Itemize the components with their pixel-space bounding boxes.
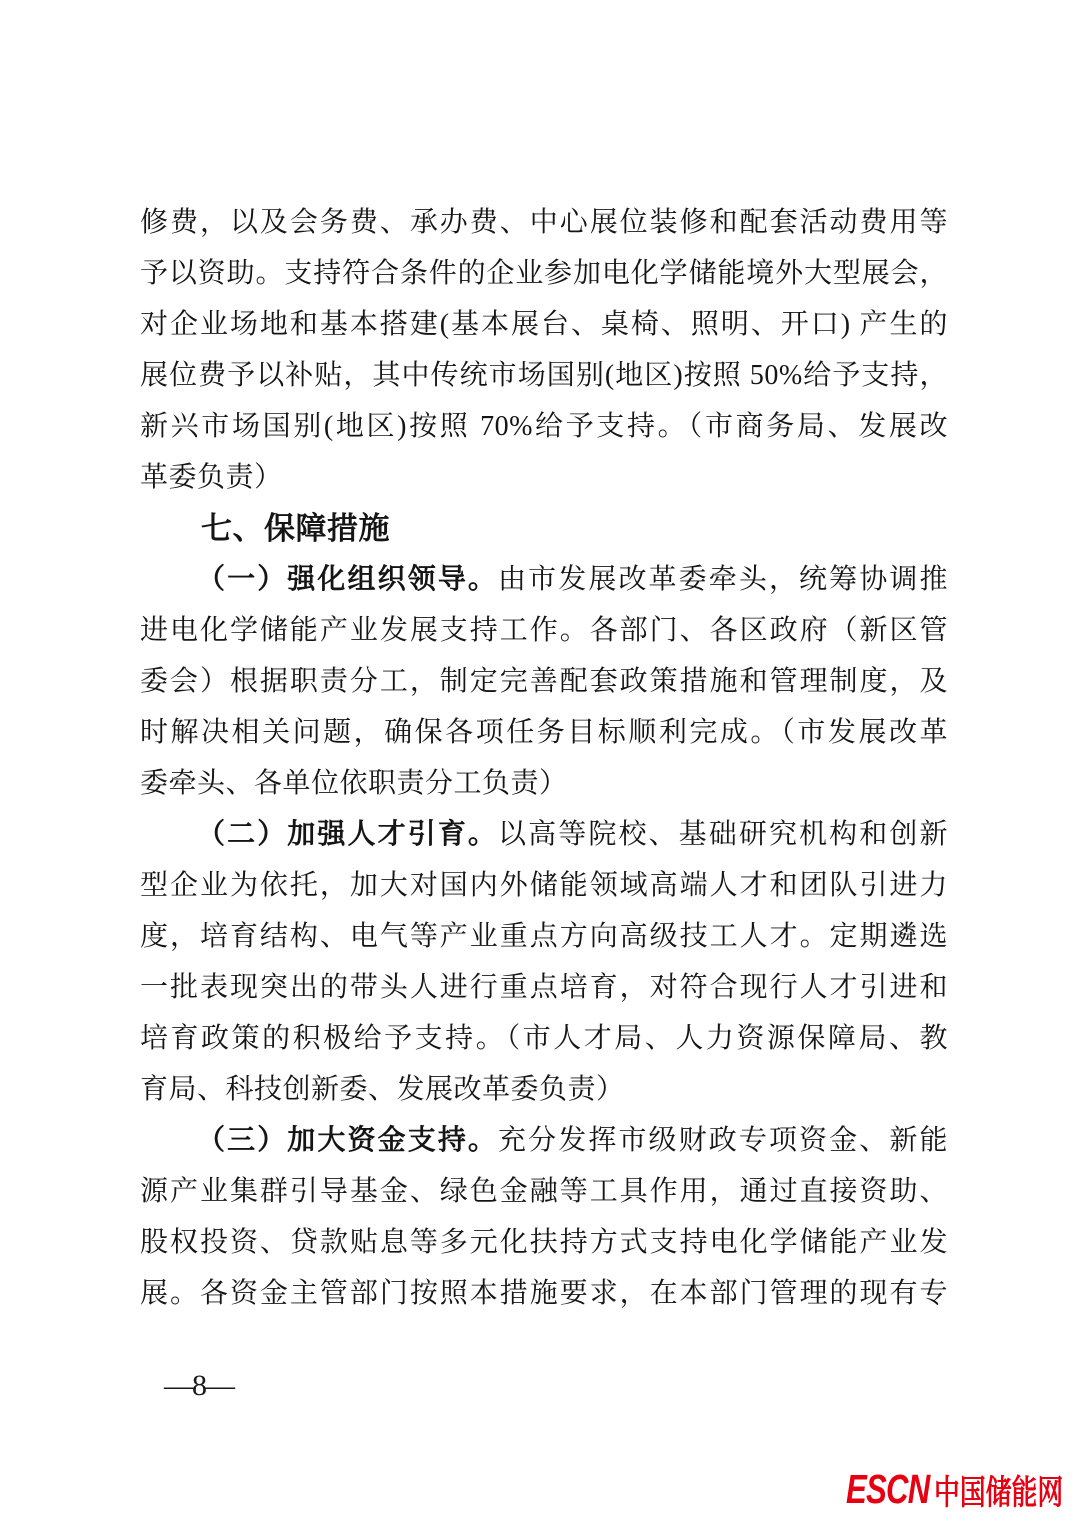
document-line: 新兴市场国别(地区)按照 70%给予支持。（市商务局、发展改 [140,411,948,442]
escn-site-name: 中国储能网 [933,1473,1064,1512]
document-line: 对企业场地和基本搭建(基本展台、桌椅、照明、开口) 产生的 [140,309,948,340]
escn-wordmark: ESCN [846,1465,930,1512]
paragraph-line [140,809,948,860]
page-number: —8— [164,1369,233,1402]
document-line: 修费，以及会务费、承办费、中心展位装修和配套活动费用等 [140,207,948,238]
document-line: 时解决相关问题，确保各项任务目标顺利完成。（市发展改革 [140,717,948,748]
document-line: 股权投资、贷款贴息等多元化扶持方式支持电化学储能产业发 [140,1227,948,1258]
document-line: 源产业集群引导基金、绿色金融等工具作用，通过直接资助、 [140,1176,948,1207]
document-line: 予以资助。支持符合条件的企业参加电化学储能境外大型展会， [140,258,948,289]
escn-logo [846,1465,1080,1512]
document-line: 进电化学储能产业发展支持工作。各部门、各区政府（新区管 [140,615,948,646]
line-text: 以高等院校、基础研究机构和创新 [498,819,948,850]
document-line: 委会）根据职责分工，制定完善配套政策措施和管理制度，及 [140,666,948,697]
document-line: 展。各资金主管部门按照本措施要求，在本部门管理的现有专 [140,1278,948,1309]
section-heading: 七、保障措施 [201,511,390,546]
document-line: 一批表现突出的带头人进行重点培育，对符合现行人才引进和 [140,972,948,1003]
document-line: 型企业为依托，加大对国内外储能领域高端人才和团队引进力 [140,870,948,901]
line-text: 由市发展改革委牵头，统筹协调推 [498,564,948,595]
document-body [140,197,948,1319]
paragraph-line [140,554,948,605]
document-line: 革委负责） [140,462,283,493]
line-text: 充分发挥市级财政专项资金、新能 [498,1125,948,1156]
paragraph-lead: （一）强化组织领导。 [197,564,499,595]
paragraph-lead: （二）加强人才引育。 [197,819,499,850]
document-line: 展位费予以补贴，其中传统市场国别(地区)按照 50%给予支持， [140,360,948,391]
paragraph-line [140,1115,948,1166]
document-line: 育局、科技创新委、发展改革委负责） [140,1074,625,1105]
document-line: 度，培育结构、电气等产业重点方向高级技工人才。定期遴选 [140,921,948,952]
document-line: 委牵头、各单位依职责分工负责） [140,768,568,799]
paragraph-lead: （三）加大资金支持。 [197,1125,499,1156]
document-line: 培育政策的积极给予支持。（市人才局、人力资源保障局、教 [140,1023,948,1054]
